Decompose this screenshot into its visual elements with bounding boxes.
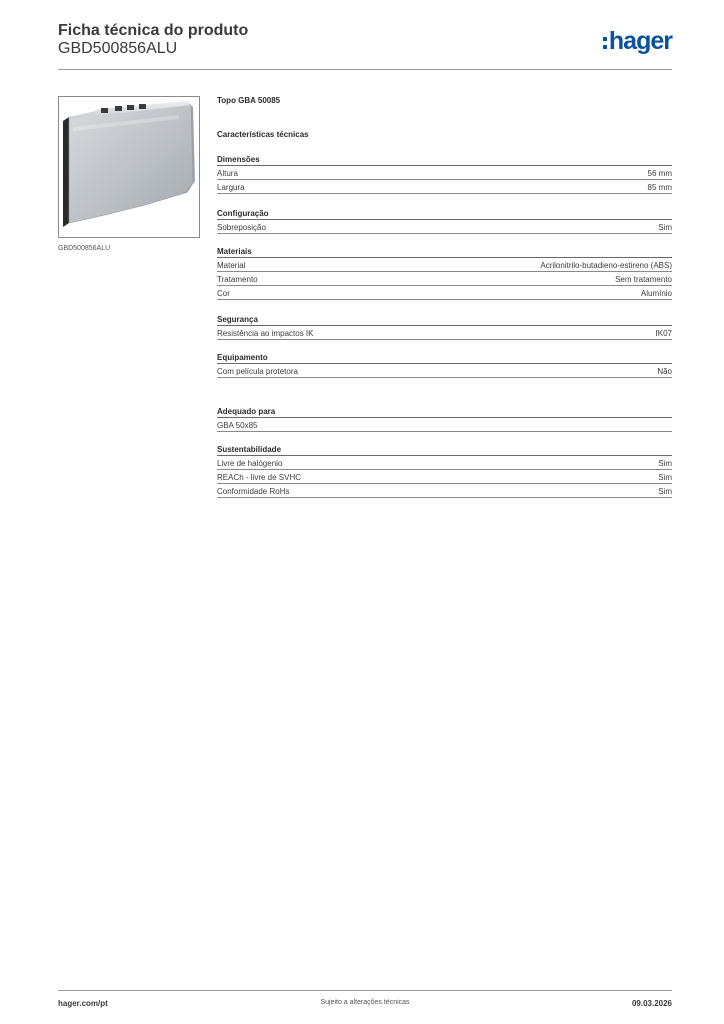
spec-value: Não xyxy=(657,367,672,376)
spec-row xyxy=(217,220,672,234)
group-title: Adequado para xyxy=(217,406,672,418)
group-title: Equipamento xyxy=(217,352,672,364)
logo-text: hager xyxy=(608,26,672,55)
spec-row xyxy=(217,286,672,300)
group-equipment xyxy=(217,352,672,378)
spec-value: Sim xyxy=(658,473,672,482)
page-footer xyxy=(58,990,672,1014)
spec-label: GBA 50x85 xyxy=(217,421,258,430)
spec-row xyxy=(217,418,672,432)
spec-row xyxy=(217,364,672,378)
group-title: Dimensões xyxy=(217,154,672,166)
group-title: Configuração xyxy=(217,208,672,220)
page-header xyxy=(58,20,672,70)
group-dimensions xyxy=(217,154,672,194)
spec-label: Material xyxy=(217,261,246,270)
spec-row xyxy=(217,258,672,272)
spec-label: Altura xyxy=(217,169,238,178)
footer-website-link[interactable]: hager.com/pt xyxy=(58,999,108,1008)
spec-label: Livre de halógenio xyxy=(217,459,283,468)
spec-row xyxy=(217,326,672,340)
spec-label: Com película protetora xyxy=(217,367,298,376)
spec-row xyxy=(217,180,672,194)
group-safety xyxy=(217,314,672,340)
spec-value: Sim xyxy=(658,459,672,468)
spec-value: Alumínio xyxy=(640,289,672,298)
image-caption: GBD500856ALU xyxy=(58,245,111,252)
footer-date: 09.03.2026 xyxy=(631,999,672,1008)
product-illustration xyxy=(59,97,199,237)
group-configuration xyxy=(217,208,672,234)
spec-label: Largura xyxy=(217,183,245,192)
spec-row xyxy=(217,456,672,470)
characteristics-heading: Características técnicas xyxy=(217,130,309,139)
spec-value: Sim xyxy=(658,487,672,496)
group-materials xyxy=(217,246,672,300)
document-title: Ficha técnica do produto xyxy=(58,22,249,39)
product-image xyxy=(58,96,200,238)
spec-row xyxy=(217,272,672,286)
hager-logo xyxy=(603,28,672,54)
logo-dots-icon xyxy=(603,37,607,49)
group-suitable-for xyxy=(217,406,672,432)
spec-value: Sim xyxy=(658,223,672,232)
product-reference: GBD500856ALU xyxy=(58,40,178,57)
spec-value: IK07 xyxy=(655,329,672,338)
spec-value: Sem tratamento xyxy=(615,275,672,284)
spec-value: 85 mm xyxy=(647,183,672,192)
spec-row xyxy=(217,484,672,498)
group-title: Segurança xyxy=(217,314,672,326)
spec-label: Resistência ao impactos IK xyxy=(217,329,314,338)
group-title: Sustentabilidade xyxy=(217,444,672,456)
spec-row xyxy=(217,166,672,180)
spec-label: REACh - livre de SVHC xyxy=(217,473,302,482)
spec-label: Conformidade RoHs xyxy=(217,487,290,496)
spec-label: Sobreposição xyxy=(217,223,266,232)
spec-label: Cor xyxy=(217,289,230,298)
footer-notice: Sujeito a alterações técnicas xyxy=(320,999,410,1006)
spec-row xyxy=(217,470,672,484)
spec-value: Acrilonitrilo-butadieno-estireno (ABS) xyxy=(540,261,672,270)
spec-value: 56 mm xyxy=(647,169,672,178)
group-title: Materiais xyxy=(217,246,672,258)
product-name: Topo GBA 50085 xyxy=(217,96,281,105)
group-sustainability xyxy=(217,444,672,498)
spec-label: Tratamento xyxy=(217,275,258,284)
